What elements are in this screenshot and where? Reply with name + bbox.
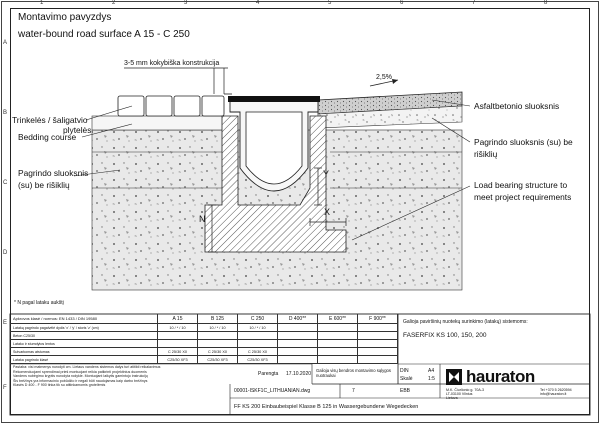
gallery-desc: Galioja visų bendros montavimo sąlygos nuotraukai <box>316 368 391 379</box>
table-row-0-c: 10 / * / 10 <box>238 324 278 332</box>
tick-top-1: 1 <box>40 0 44 6</box>
dim-n-label: N <box>199 214 206 224</box>
table-row-4-label: Lataka pagrindo klasė <box>10 356 158 364</box>
tick-top-2: 2 <box>112 0 116 6</box>
table-row-2-d <box>278 340 318 348</box>
hauraton-logo-icon <box>446 369 462 385</box>
label-top-construction: 3-5 mm kokybiška konstrukcija <box>124 60 220 67</box>
table-row-3-a: C 25/30 X0 <box>158 348 198 356</box>
label-pagrindo-left-2: (su) be rišiklių <box>18 180 70 190</box>
dim-x-label: X <box>324 207 331 217</box>
note-line-4: Klasės D 400 - F 900 tinka tik su atitinkamomis grotelėmis <box>13 383 106 388</box>
table-row-4-f <box>358 356 398 364</box>
table-row-1-label: Beton C25/30 <box>10 332 158 340</box>
table-row-1-f <box>358 332 398 340</box>
tick-top-3: 3 <box>184 0 188 6</box>
dim-y-label: Y <box>323 169 330 179</box>
table-row-4-b: C25/30 XF3 <box>198 356 238 364</box>
title-line-2: water-bound road surface A 15 - C 250 <box>18 29 190 40</box>
brand-logo <box>446 366 586 401</box>
table-row-4-c: C25/30 XF3 <box>238 356 278 364</box>
label-slope: 2,5% <box>376 74 392 81</box>
table-row-2-b <box>198 340 238 348</box>
ebb-label: EBB <box>400 388 411 394</box>
date-value: 17.10.2020 <box>286 371 312 377</box>
table-row-3-c: C 25/30 X0 <box>238 348 278 356</box>
label-load-2: meet project requirements <box>474 192 572 202</box>
scale-label: Skalė <box>400 376 413 382</box>
tick-top-8: 8 <box>544 0 548 6</box>
table-header-class-b125: B 125 <box>198 314 238 324</box>
label-pagrindo-left-1: Pagrindo sluoksnis <box>18 168 89 178</box>
label-pagrindo-right-1: Pagrindo sluoksnis (su) be <box>474 137 573 147</box>
date-label: Parengta <box>258 371 279 377</box>
table-row-2-a <box>158 340 198 348</box>
table-row-1-c <box>238 332 278 340</box>
label-pagrindo-right-2: rišiklių <box>474 149 498 159</box>
table-row-4-e <box>318 356 358 364</box>
table-row-0-b: 10 / * / 10 <box>198 324 238 332</box>
table-row-2-f <box>358 340 398 348</box>
label-load-1: Load bearing structure to <box>474 180 568 190</box>
table-row-3-f <box>358 348 398 356</box>
table-row-4-a: C25/30 XF3 <box>158 356 198 364</box>
table-row-0-a: 10 / * / 10 <box>158 324 198 332</box>
tick-side-c: C <box>3 180 8 186</box>
tick-top-5: 5 <box>328 0 332 6</box>
label-trinkeles: Trinkelės / šaligatvio <box>12 115 88 125</box>
table-row-2-e <box>318 340 358 348</box>
table-row-0-e <box>318 324 358 332</box>
tick-side-f: F <box>3 385 7 391</box>
table-row-1-a <box>158 332 198 340</box>
label-asfalt: Asfaltbetonio sluoksnis <box>474 101 560 111</box>
tick-top-6: 6 <box>400 0 404 6</box>
tick-side-d: D <box>3 250 8 256</box>
table-row-0-label: Lataką pagrindo pagalvėlė dydis 'x' / 'y' / storis 'z' (cm) <box>10 324 158 332</box>
table-row-2-label: Latako ir stumdytos lentos <box>10 340 158 348</box>
page-number: 7 <box>352 388 355 394</box>
table-row-0-f <box>358 324 398 332</box>
contact-left: M.K. Čiurlionio g. 70A-3 LT-03100 Vilnius Lietuva <box>446 388 484 401</box>
table-row-3-b: C 25/30 X0 <box>198 348 238 356</box>
scale-value: 1:5 <box>428 376 435 382</box>
tick-top-4: 4 <box>256 0 260 6</box>
product-desc: Galioja paviršinių nuotekų surinkimo (latakų) sistemoms: <box>403 319 528 325</box>
brand-name: hauraton <box>466 367 535 386</box>
table-header-class-d400: D 400** <box>278 314 318 324</box>
table-header-norm: Apkrovos klasė / normos: EN 1433 / DIN 19580 <box>10 314 158 324</box>
table-row-4-d <box>278 356 318 364</box>
table-header-class-a15: A 15 <box>158 314 198 324</box>
tick-top-7: 7 <box>472 0 476 6</box>
din-label: DIN <box>400 368 409 374</box>
table-row-1-d <box>278 332 318 340</box>
note-line-2: Vandens nubėgimo kryptis nurodyta rodykle. Montuojant laikytis gamintojo instrukcijų <box>13 374 148 379</box>
tick-side-b: B <box>3 110 8 116</box>
tick-side-e: E <box>3 320 8 326</box>
footnote: * N pagal lataku aukštį <box>14 300 64 306</box>
table-header-class-e600: E 600** <box>318 314 358 324</box>
spec-table <box>10 314 398 364</box>
table-header-class-f900: F 900** <box>358 314 398 324</box>
din-value: A4 <box>428 368 435 374</box>
table-row-1-e <box>318 332 358 340</box>
table-row-3-label: Sutvarkomas atstumas <box>10 348 158 356</box>
table-row-1-b <box>198 332 238 340</box>
note-line-3: Šis brėžinys yra informacinio pobūdžio ir negali būti naudojamas kaip darbo brėžinys <box>13 378 148 383</box>
product-name: FASERFIX KS 100, 150, 200 <box>403 332 487 339</box>
title-line-1: Montavimo pavyzdys <box>18 12 112 23</box>
table-header-class-c250: C 250 <box>238 314 278 324</box>
label-plyteles: plytelės <box>63 125 92 135</box>
label-bedding: Bedding course <box>18 132 77 142</box>
footer-code: FF KS 200 Einbaubeispiel Klasse B 125 in Wassergebundene Wegedecken <box>234 404 419 410</box>
tick-side-a: A <box>3 40 8 46</box>
table-row-3-d <box>278 348 318 356</box>
table-row-2-c <box>238 340 278 348</box>
contact-right: Tel +370 5 2620594 info@hauraton.lt <box>540 388 572 397</box>
table-row-0-d <box>278 324 318 332</box>
note-line-1: Rekomenduojami sprendimai prieš montuojant reikia patikrinti projektinius duomenis <box>13 369 147 374</box>
filename: 00001-ISKF1C_LITHUANIAN.dwg <box>234 388 311 394</box>
note-line-0: Pastaba: visi matmenys nurodyti cm. Lietaus vandens sistemos dalys turi atitikti reikalavimus <box>13 365 161 369</box>
table-row-3-e <box>318 348 358 356</box>
